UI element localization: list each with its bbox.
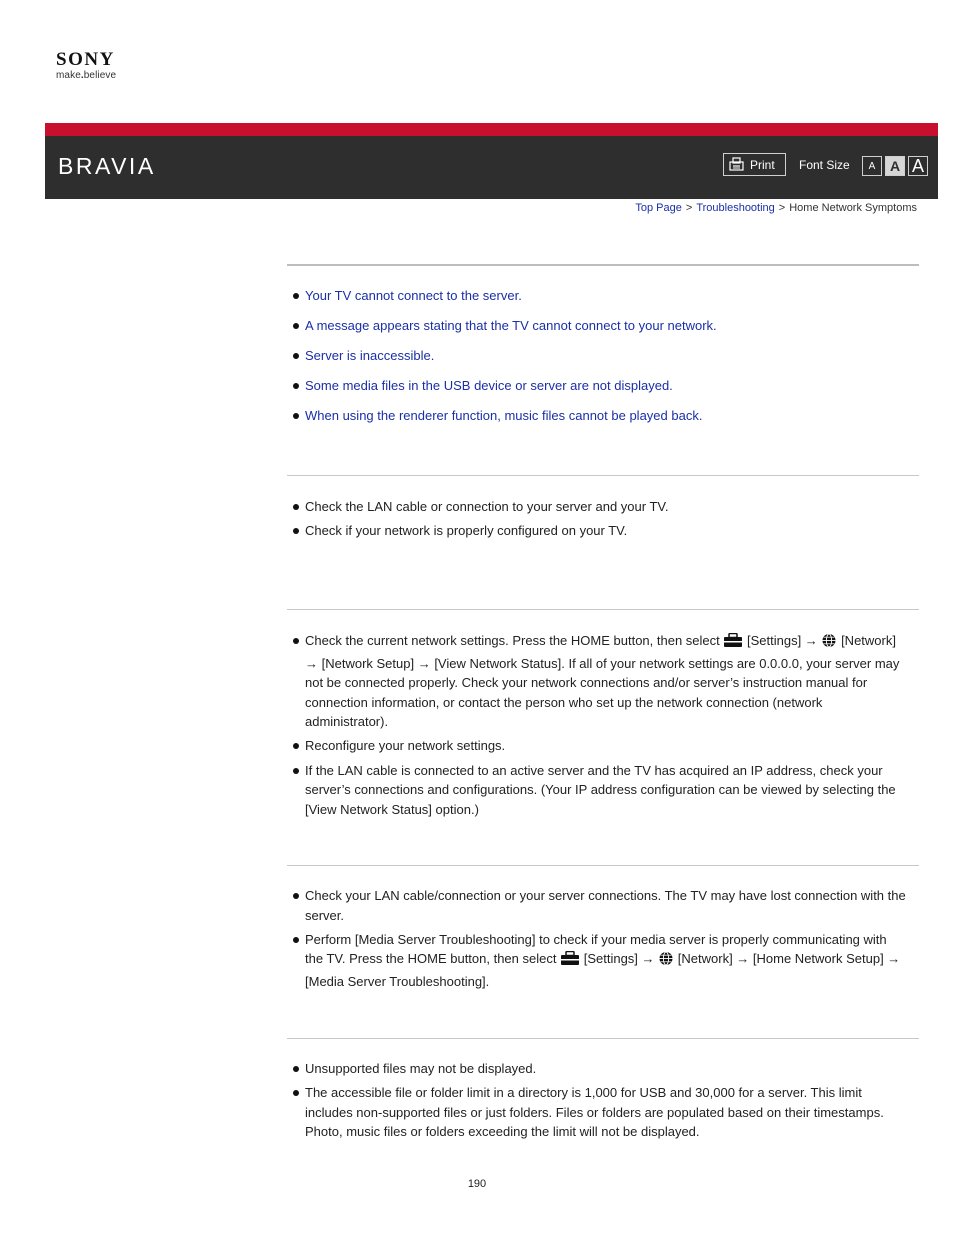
sony-logo xyxy=(56,49,117,81)
list-item: Unsupported files may not be displayed. xyxy=(292,1059,907,1079)
network-globe-icon xyxy=(658,950,674,972)
font-size-label: Font Size xyxy=(799,158,850,172)
section-1-list xyxy=(292,497,907,545)
print-button[interactable] xyxy=(723,153,786,176)
breadcrumb xyxy=(635,202,917,214)
print-label: Print xyxy=(750,157,775,172)
list-item: Check the LAN cable or connection to your server and your TV. xyxy=(292,497,907,517)
network-globe-icon xyxy=(821,632,837,654)
symptom-link[interactable]: Your TV cannot connect to the server. xyxy=(292,286,907,306)
section-divider xyxy=(287,1038,919,1039)
section-divider xyxy=(287,475,919,476)
list-item: Check the current network settings. Press the HOME button, then select [Settings] → [Network] → [Network Setup] → [View Network Status]. If all of your network settings are 0.0.0.0, your server may not be connected properly. Check your network connections and/or server’s instruction manual for connection information, or contact the person who set up the network connection (network administrator). xyxy=(292,631,907,732)
section-divider xyxy=(287,865,919,866)
breadcrumb-separator: > xyxy=(685,202,693,214)
page-number: 190 xyxy=(467,1178,487,1190)
font-size-small-button[interactable]: A xyxy=(862,156,882,176)
symptom-link-list xyxy=(292,286,907,436)
breadcrumb-top-page[interactable]: Top Page xyxy=(635,202,682,214)
section-divider xyxy=(287,264,919,266)
list-item: Perform [Media Server Troubleshooting] to check if your media server is properly communicating with the TV. Press the HOME button, then select [Settings] → [Network] → [Home Network Setup] → [Media Server Troubleshooting]. xyxy=(292,930,907,992)
breadcrumb-current: Home Network Symptoms xyxy=(789,202,917,214)
header-bar xyxy=(45,123,938,199)
breadcrumb-separator: > xyxy=(778,202,786,214)
symptom-link[interactable]: A message appears stating that the TV cannot connect to your network. xyxy=(292,316,907,336)
list-item: Reconfigure your network settings. xyxy=(292,736,907,756)
bravia-logo: BRAVIA xyxy=(58,153,156,179)
print-icon xyxy=(729,157,744,172)
symptom-link[interactable]: Some media files in the USB device or server are not displayed. xyxy=(292,376,907,396)
list-item: The accessible file or folder limit in a directory is 1,000 for USB and 30,000 for a server. This limit includes non-supported files or just folders. Files or folders are populated based on their timestamps. Photo, music files or folders exceeding the limit will not be displayed. xyxy=(292,1083,907,1142)
font-size-large-button[interactable]: A xyxy=(908,156,928,176)
font-size-medium-button[interactable]: A xyxy=(885,156,905,176)
toolbox-icon xyxy=(560,951,580,972)
sony-wordmark: SONY xyxy=(56,49,115,70)
toolbox-icon xyxy=(723,633,743,654)
list-item: Check if your network is properly configured on your TV. xyxy=(292,521,907,541)
symptom-link[interactable]: Server is inaccessible. xyxy=(292,346,907,366)
breadcrumb-troubleshooting[interactable]: Troubleshooting xyxy=(696,202,775,214)
sony-tagline: make.believe xyxy=(56,70,117,81)
section-divider xyxy=(287,609,919,610)
section-2-list xyxy=(292,631,907,824)
header-accent-stripe xyxy=(45,123,938,136)
list-item: If the LAN cable is connected to an active server and the TV has acquired an IP address, check your server’s connections and configurations. (Your IP address configuration can be viewed by selecting the [View Network Status] option.) xyxy=(292,761,907,820)
section-4-list xyxy=(292,1059,907,1146)
list-item: Check your LAN cable/connection or your server connections. The TV may have lost connection with the server. xyxy=(292,886,907,925)
symptom-link[interactable]: When using the renderer function, music files cannot be played back. xyxy=(292,406,907,426)
section-3-list xyxy=(292,886,907,996)
